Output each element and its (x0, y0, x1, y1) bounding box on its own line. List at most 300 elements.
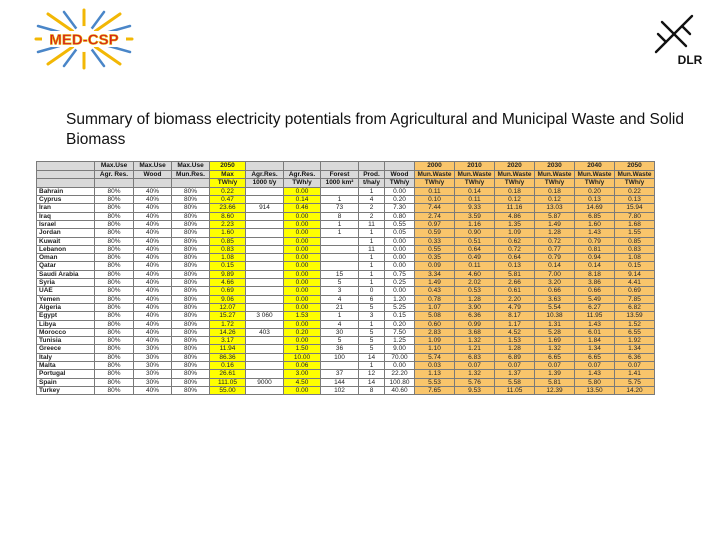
table-header-cell: Agr.Res. (246, 170, 284, 179)
table-cell: 4 (359, 196, 385, 204)
table-cell (246, 212, 284, 220)
table-row (37, 320, 655, 328)
table-cell: 26.61 (210, 370, 246, 378)
table-cell: 11.95 (575, 312, 615, 320)
table-header-cell: Max (210, 170, 246, 179)
table-cell: 0.07 (535, 362, 575, 370)
table-cell: 3.34 (415, 270, 455, 278)
table-cell: 40% (134, 187, 172, 195)
table-cell: 0.13 (575, 196, 615, 204)
table-header-cell: Prod. (359, 170, 385, 179)
table-header-cell: TWh/y (495, 179, 535, 188)
table-cell: 80% (172, 312, 210, 320)
table-cell: 22.20 (385, 370, 415, 378)
table-cell: 2.74 (415, 212, 455, 220)
table-cell: 5 (321, 337, 359, 345)
table-cell: 1 (359, 362, 385, 370)
table-cell: 11.05 (495, 386, 535, 394)
svg-text:MED-CSP: MED-CSP (49, 31, 119, 49)
table-cell: 1.43 (575, 320, 615, 328)
table-cell: 1.39 (535, 370, 575, 378)
country-cell: Tunisia (37, 337, 95, 345)
table-cell: 0.99 (455, 320, 495, 328)
table-cell: 5 (321, 279, 359, 287)
table-cell: 0.07 (455, 362, 495, 370)
table-body (37, 162, 655, 395)
table-row (37, 345, 655, 353)
table-cell (246, 270, 284, 278)
table-cell: 2.02 (455, 279, 495, 287)
table-cell: 0.25 (385, 279, 415, 287)
table-cell: 7.65 (415, 386, 455, 394)
table-cell: 1 (321, 220, 359, 228)
table-cell: 9.14 (615, 270, 655, 278)
table-header-cell: TWh/y (415, 179, 455, 188)
table-cell: 86.36 (210, 353, 246, 361)
table-cell: 3.63 (535, 295, 575, 303)
table-cell: 1.53 (495, 337, 535, 345)
table-cell: 40% (134, 386, 172, 394)
table-cell: 80% (95, 229, 134, 237)
country-cell: Syria (37, 279, 95, 287)
table-header-cell (284, 162, 321, 171)
table-cell: 1.50 (284, 345, 321, 353)
table-cell (246, 320, 284, 328)
table-cell: 0.51 (455, 237, 495, 245)
table-cell: 30% (134, 370, 172, 378)
table-cell: 0.05 (385, 229, 415, 237)
table-header-row (37, 179, 655, 188)
table-cell: 80% (95, 270, 134, 278)
table-cell: 0.15 (385, 312, 415, 320)
table-cell: 80% (95, 295, 134, 303)
table-cell: 80% (95, 212, 134, 220)
table-cell: 14 (359, 378, 385, 386)
table-cell: 70.00 (385, 353, 415, 361)
table-cell: 1.09 (415, 337, 455, 345)
table-cell: 0.11 (455, 196, 495, 204)
table-cell: 1.84 (575, 337, 615, 345)
table-cell: 1 (359, 237, 385, 245)
table-cell: 9.89 (210, 270, 246, 278)
table-header-cell (321, 162, 359, 171)
table-cell: 14.26 (210, 328, 246, 336)
table-row (37, 312, 655, 320)
table-cell: 11 (359, 245, 385, 253)
table-cell: 5.28 (535, 328, 575, 336)
table-cell: 6.27 (575, 303, 615, 311)
country-cell: Israel (37, 220, 95, 228)
page-title: Summary of biomass electricity potentials from Agricultural and Municipal Waste and Solid Biomass (66, 111, 684, 148)
table-cell: 0.66 (535, 287, 575, 295)
table-cell: 7.85 (615, 295, 655, 303)
table-cell: 80% (95, 220, 134, 228)
table-cell: 1.92 (615, 337, 655, 345)
table-header-cell: 2020 (495, 162, 535, 171)
table-cell: 111.05 (210, 378, 246, 386)
table-cell: 80% (172, 254, 210, 262)
table-cell: 7.44 (415, 204, 455, 212)
table-cell: 1.34 (575, 345, 615, 353)
table-cell (246, 279, 284, 287)
table-cell: 6.55 (615, 328, 655, 336)
table-cell: 80% (172, 345, 210, 353)
table-cell: 1.17 (495, 320, 535, 328)
table-header-cell (95, 179, 134, 188)
table-cell: 30% (134, 378, 172, 386)
table-cell (246, 245, 284, 253)
table-cell: 3.17 (210, 337, 246, 345)
table-cell: 80% (95, 320, 134, 328)
table-cell: 1.49 (415, 279, 455, 287)
country-cell: Malta (37, 362, 95, 370)
table-cell (321, 254, 359, 262)
table-cell: 80% (172, 196, 210, 204)
table-cell: 5.74 (415, 353, 455, 361)
table-header-cell (134, 179, 172, 188)
table-cell: 1 (359, 279, 385, 287)
table-cell: 0.97 (415, 220, 455, 228)
table-cell: 14.69 (575, 204, 615, 212)
table-cell: 80% (172, 378, 210, 386)
table-cell: 40% (134, 254, 172, 262)
table-cell: 80% (95, 386, 134, 394)
table-cell: 100 (321, 353, 359, 361)
table-cell: 80% (95, 328, 134, 336)
table-cell: 9000 (246, 378, 284, 386)
table-cell: 3.59 (455, 212, 495, 220)
table-cell: 102 (321, 386, 359, 394)
table-cell: 9.53 (455, 386, 495, 394)
table-cell: 0.12 (535, 196, 575, 204)
table-row (37, 303, 655, 311)
table-row (37, 254, 655, 262)
table-cell: 1.68 (615, 220, 655, 228)
table-cell: 1.08 (210, 254, 246, 262)
table-cell: 0.75 (385, 270, 415, 278)
table-cell: 1.28 (535, 229, 575, 237)
table-cell: 0.00 (284, 262, 321, 270)
country-cell: Saudi Arabia (37, 270, 95, 278)
table-cell: 15.27 (210, 312, 246, 320)
table-cell: 144 (321, 378, 359, 386)
table-cell: 3 (359, 312, 385, 320)
table-cell: 0.61 (495, 287, 535, 295)
table-cell: 80% (172, 295, 210, 303)
country-cell: Algeria (37, 303, 95, 311)
table-cell: 1.20 (385, 295, 415, 303)
table-cell: 80% (172, 320, 210, 328)
table-header-cell: Max.Use (95, 162, 134, 171)
table-cell: 6.36 (455, 312, 495, 320)
country-cell: Libya (37, 320, 95, 328)
table-row (37, 353, 655, 361)
table-cell: 55.00 (210, 386, 246, 394)
table-cell: 40% (134, 303, 172, 311)
table-cell: 4.50 (284, 378, 321, 386)
table-cell: 3.86 (575, 279, 615, 287)
table-header-cell: TWh/y (284, 179, 321, 188)
table-cell: 5 (359, 345, 385, 353)
table-cell: 12 (359, 370, 385, 378)
table-cell: 1.16 (455, 220, 495, 228)
table-cell: 40% (134, 204, 172, 212)
table-cell: 3.20 (535, 279, 575, 287)
table-cell: 1.21 (455, 345, 495, 353)
table-cell: 1.07 (415, 303, 455, 311)
table-cell: 11.16 (495, 204, 535, 212)
table-row (37, 386, 655, 394)
table-header-cell: 1000 km² (321, 179, 359, 188)
table-cell: 0.00 (385, 362, 415, 370)
table-header-cell: Mun.Waste (455, 170, 495, 179)
country-cell: Portugal (37, 370, 95, 378)
table-cell: 5 (359, 337, 385, 345)
table-cell: 1.34 (615, 345, 655, 353)
table-cell: 8.17 (495, 312, 535, 320)
table-cell: 0.00 (284, 337, 321, 345)
table-header-cell: Mun.Waste (535, 170, 575, 179)
table-cell (321, 237, 359, 245)
table-header-cell (37, 162, 95, 171)
table-cell: 73 (321, 204, 359, 212)
table-cell: 14 (359, 353, 385, 361)
table-cell: 1.32 (455, 370, 495, 378)
table-cell: 40% (134, 337, 172, 345)
table-cell: 7.30 (385, 204, 415, 212)
table-cell: 0.69 (615, 287, 655, 295)
table-cell: 40% (134, 270, 172, 278)
table-header-cell: t/ha/y (359, 179, 385, 188)
table-cell: 8.18 (575, 270, 615, 278)
table-row (37, 212, 655, 220)
table-cell: 40% (134, 295, 172, 303)
table-cell: 0.00 (284, 229, 321, 237)
table-cell: 40% (134, 320, 172, 328)
table-cell: 0.00 (284, 220, 321, 228)
table-header-cell: Mun.Res. (172, 170, 210, 179)
table-cell: 0.00 (284, 303, 321, 311)
table-cell: 30% (134, 345, 172, 353)
table-cell: 0.55 (415, 245, 455, 253)
table-cell: 5.81 (495, 270, 535, 278)
table-cell: 3.00 (284, 370, 321, 378)
table-cell: 80% (172, 353, 210, 361)
table-cell: 0.00 (284, 212, 321, 220)
table-cell: 0.00 (385, 287, 415, 295)
table-row (37, 337, 655, 345)
table-cell: 1.09 (495, 229, 535, 237)
table-cell: 4.41 (615, 279, 655, 287)
svg-text:DLR: DLR (677, 53, 703, 67)
table-cell: 0.22 (615, 187, 655, 195)
table-cell: 0.00 (284, 386, 321, 394)
table-cell: 0.43 (415, 287, 455, 295)
table-cell: 6 (359, 295, 385, 303)
table-cell: 10.00 (284, 353, 321, 361)
table-cell: 80% (95, 196, 134, 204)
table-cell: 80% (172, 362, 210, 370)
table-cell: 80% (95, 362, 134, 370)
table-cell: 40% (134, 212, 172, 220)
table-cell: 80% (95, 204, 134, 212)
table-header-cell: Mun.Waste (615, 170, 655, 179)
table-cell (321, 187, 359, 195)
table-row (37, 204, 655, 212)
table-cell: 0.83 (615, 245, 655, 253)
table-cell (246, 229, 284, 237)
table-header-cell: Agr.Res. (284, 170, 321, 179)
table-cell: 6.83 (455, 353, 495, 361)
table-row (37, 187, 655, 195)
table-cell: 0.14 (535, 262, 575, 270)
table-cell (246, 295, 284, 303)
table-cell: 80% (172, 229, 210, 237)
table-cell: 1.32 (455, 337, 495, 345)
table-cell: 0.20 (575, 187, 615, 195)
table-cell: 0.72 (495, 245, 535, 253)
table-cell: 5.87 (535, 212, 575, 220)
table-cell: 30 (321, 328, 359, 336)
table-cell: 6.65 (575, 353, 615, 361)
table-cell: 0.00 (284, 270, 321, 278)
table-cell: 1.25 (385, 337, 415, 345)
table-cell: 0.14 (575, 262, 615, 270)
country-cell: Kuwait (37, 237, 95, 245)
table-cell: 0.00 (385, 237, 415, 245)
table-cell: 0.90 (455, 229, 495, 237)
table-cell: 36 (321, 345, 359, 353)
table-cell: 1.35 (495, 220, 535, 228)
country-cell: Spain (37, 378, 95, 386)
table-cell: 0.00 (284, 187, 321, 195)
table-cell: 0.15 (615, 262, 655, 270)
table-cell: 0.20 (385, 196, 415, 204)
country-cell: Morocco (37, 328, 95, 336)
table-cell: 80% (95, 245, 134, 253)
table-cell: 0.06 (284, 362, 321, 370)
table-header-cell (246, 162, 284, 171)
table-cell: 0.46 (284, 204, 321, 212)
table-cell: 1.37 (495, 370, 535, 378)
table-cell: 80% (172, 187, 210, 195)
table-cell: 80% (95, 187, 134, 195)
dlr-logo (648, 8, 708, 70)
table-header-cell: 1000 t/y (246, 179, 284, 188)
country-cell: Lebanon (37, 245, 95, 253)
table-cell: 0.53 (455, 287, 495, 295)
table-cell: 37 (321, 370, 359, 378)
table-cell: 3 060 (246, 312, 284, 320)
table-cell: 13.50 (575, 386, 615, 394)
table-cell: 1.41 (615, 370, 655, 378)
table-cell: 40% (134, 220, 172, 228)
table-cell: 5 (359, 328, 385, 336)
table-cell (246, 287, 284, 295)
table-row (37, 295, 655, 303)
table-cell (246, 262, 284, 270)
table-header-cell: 2000 (415, 162, 455, 171)
table-cell: 3 (321, 287, 359, 295)
table-cell: 12.07 (210, 303, 246, 311)
country-cell: Iraq (37, 212, 95, 220)
table-cell: 10.38 (535, 312, 575, 320)
table-cell: 1.55 (615, 229, 655, 237)
table-cell: 11.94 (210, 345, 246, 353)
table-cell: 30% (134, 353, 172, 361)
table-cell: 4.79 (495, 303, 535, 311)
table-cell: 403 (246, 328, 284, 336)
table-cell: 80% (172, 262, 210, 270)
table-cell: 0.16 (210, 362, 246, 370)
country-cell: Egypt (37, 312, 95, 320)
table-cell: 6.85 (575, 212, 615, 220)
table-cell: 0.85 (210, 237, 246, 245)
table-header-cell: TWh/y (535, 179, 575, 188)
table-header-cell: TWh/y (615, 179, 655, 188)
table-cell: 40% (134, 287, 172, 295)
table-cell (246, 196, 284, 204)
table-cell: 0.69 (210, 287, 246, 295)
table-cell: 0.07 (495, 362, 535, 370)
table-cell (246, 254, 284, 262)
table-cell (246, 187, 284, 195)
table-row (37, 220, 655, 228)
table-cell: 6.82 (615, 303, 655, 311)
table-cell: 0.20 (385, 320, 415, 328)
table-cell: 40% (134, 312, 172, 320)
table-cell: 7.80 (615, 212, 655, 220)
table-cell: 0.77 (535, 245, 575, 253)
table-cell: 6.01 (575, 328, 615, 336)
table-cell: 1 (359, 270, 385, 278)
table-cell: 1 (359, 262, 385, 270)
table-cell: 4.60 (455, 270, 495, 278)
table-cell: 3.68 (455, 328, 495, 336)
table-header-cell: Mun.Waste (575, 170, 615, 179)
table-cell: 5.58 (495, 378, 535, 386)
table-cell: 0.80 (385, 212, 415, 220)
table-cell: 3.90 (455, 303, 495, 311)
table-cell: 0.00 (385, 245, 415, 253)
country-cell: UAE (37, 287, 95, 295)
table-cell: 1 (359, 187, 385, 195)
table-cell: 80% (172, 370, 210, 378)
table-cell: 0.18 (495, 187, 535, 195)
table-cell: 12.39 (535, 386, 575, 394)
table-cell: 40% (134, 196, 172, 204)
table-cell: 11 (359, 220, 385, 228)
table-cell: 15 (321, 270, 359, 278)
table-cell: 8 (321, 212, 359, 220)
table-cell (246, 370, 284, 378)
table-cell: 0.00 (385, 262, 415, 270)
table-cell: 0.07 (615, 362, 655, 370)
table-cell: 40% (134, 328, 172, 336)
med-csp-logo (28, 8, 140, 70)
table-cell: 4.86 (495, 212, 535, 220)
table-row (37, 279, 655, 287)
table-cell: 0.66 (575, 287, 615, 295)
table-cell (246, 362, 284, 370)
table-cell: 0.14 (284, 196, 321, 204)
table-header-cell: Mun.Waste (495, 170, 535, 179)
table-header-cell: 2050 (210, 162, 246, 171)
table-cell: 4 (321, 295, 359, 303)
table-cell: 5.81 (535, 378, 575, 386)
table-cell: 0.83 (210, 245, 246, 253)
table-cell (321, 245, 359, 253)
